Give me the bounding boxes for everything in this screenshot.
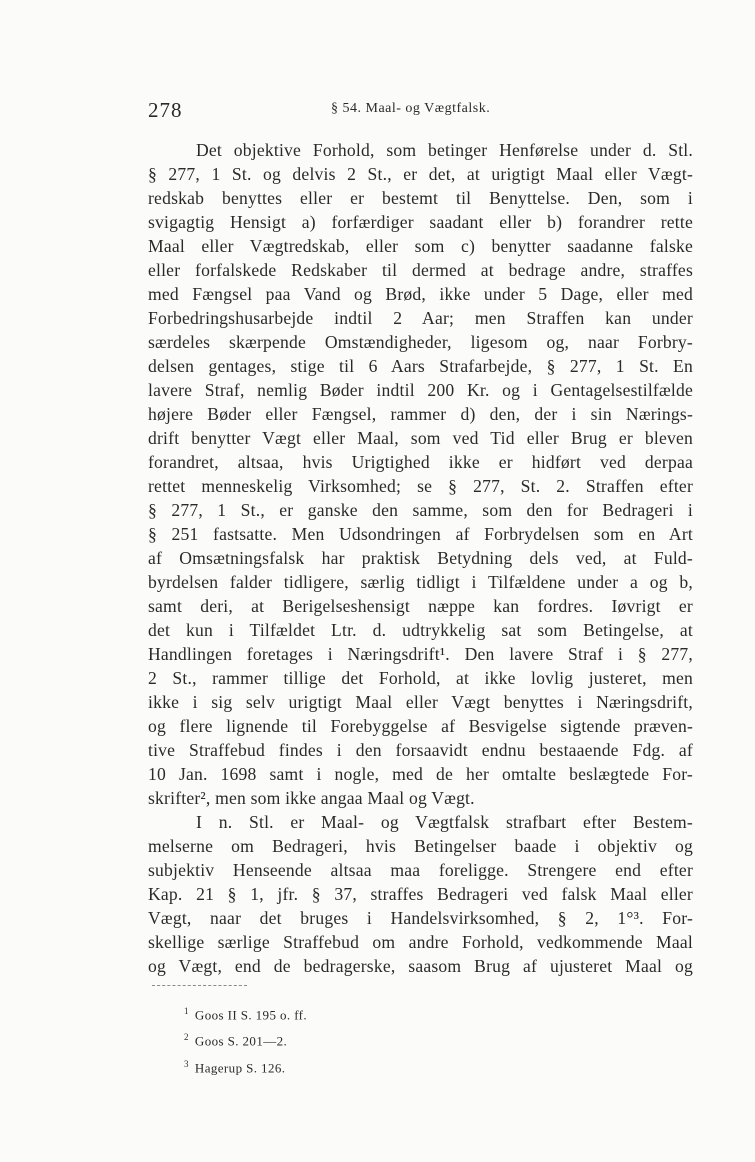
text-line: skellige særlige Straffebud om andre Forhold, vedkommende Maal (148, 932, 693, 952)
footnote (184, 1026, 307, 1052)
text-line: Det objektive Forhold, som betinger Henførelse under d. Stl. (196, 140, 693, 160)
text-line: melserne om Bedrageri, hvis Betingelser baade i objektiv og (148, 836, 693, 856)
text-line: Kap. 21 § 1, jfr. § 37, straffes Bedrageri ved falsk Maal eller (148, 884, 693, 904)
footnote (184, 1000, 307, 1026)
footnote-divider (152, 985, 247, 986)
text-line: med Fængsel paa Vand og Brød, ikke under 5 Dage, eller med (148, 284, 693, 304)
footnote-text: Hagerup S. 126. (194, 1059, 286, 1075)
text-line: og Vægt, end de bedragerske, saasom Brug af ujusteret Maal og (148, 956, 693, 976)
text-line: byrdelsen falder tidligere, særlig tidligt i Tilfældene under a og b, (148, 572, 693, 592)
text-line: Maal eller Vægtredskab, eller som c) benytter saadanne falske (148, 236, 693, 256)
text-line: ikke i sig selv urigtigt Maal eller Vægt benyttes i Næringsdrift, (148, 692, 693, 712)
text-line: drift benytter Vægt eller Maal, som ved Tid eller Brug er bleven (148, 428, 693, 448)
text-line: højere Bøder eller Fængsel, rammer d) den, der i sin Nærings- (148, 404, 693, 424)
text-line: § 251 fastsatte. Men Udsondringen af Forbrydelsen som en Art (148, 524, 693, 544)
page-number: 278 (148, 98, 183, 122)
text-line: delsen gentages, stige til 6 Aars Strafarbejde, § 277, 1 St. En (148, 356, 693, 376)
text-line: redskab benyttes eller er bestemt til Benyttelse. Den, som i (148, 188, 693, 208)
text-line: og flere lignende til Forebyggelse af Besvigelse sigtende præven- (148, 716, 693, 736)
text-line: samt deri, at Berigelseshensigt næppe kan fordres. Iøvrigt er (148, 596, 693, 616)
text-line: eller forfalskede Redskaber til dermed at bedrage andre, straffes (148, 260, 693, 280)
text-line: § 277, 1 St., er ganske den samme, som den for Bedrageri i (148, 500, 693, 520)
footnote-mark: 3 (184, 1058, 189, 1069)
running-head: § 54. Maal- og Vægtfalsk. (331, 101, 491, 116)
text-line: af Omsætningsfalsk har praktisk Betydning dels ved, at Fuld- (148, 548, 693, 568)
footnote-text: Goos S. 201—2. (194, 1033, 288, 1049)
text-line: rettet menneskelig Virksomhed; se § 277, St. 2. Straffen efter (148, 476, 693, 496)
text-line: § 277, 1 St. og delvis 2 St., er det, at urigtigt Maal eller Vægt- (148, 164, 693, 184)
text-line: Vægt, naar det bruges i Handelsvirksomhed, § 2, 1°³. For- (148, 908, 693, 928)
text-line: særdeles skærpende Omstændigheder, ligesom og, naar Forbry- (148, 332, 693, 352)
text-line: tive Straffebud findes i den forsaavidt endnu bestaaende Fdg. af (148, 740, 693, 760)
text-line: Forbedringshusarbejde indtil 2 Aar; men Straffen kan under (148, 308, 693, 328)
text-line: subjektiv Henseende altsaa maa foreligge. Strengere end efter (148, 860, 693, 880)
text-line: skrifter², men som ikke angaa Maal og Vægt. (148, 788, 475, 808)
footnote (184, 1053, 307, 1079)
footnote-mark: 2 (184, 1032, 189, 1043)
text-line: det kun i Tilfældet Ltr. d. udtrykkelig sat som Betingelse, at (148, 620, 693, 640)
footnotes (184, 1000, 307, 1079)
text-line: I n. Stl. er Maal- og Vægtfalsk strafbart efter Bestem- (196, 812, 693, 832)
text-line: lavere Straf, nemlig Bøder indtil 200 Kr. og i Gentagelsestilfælde (148, 380, 693, 400)
text-line: svigagtig Hensigt a) forfærdiger saadant eller b) forandrer rette (148, 212, 693, 232)
text-line: 2 St., rammer tillige det Forhold, at ikke lovlig justeret, men (148, 668, 693, 688)
text-line: Handlingen foretages i Næringsdrift¹. Den lavere Straf i § 277, (148, 644, 693, 664)
body-text (148, 138, 693, 978)
footnote-mark: 1 (184, 1006, 189, 1016)
text-line: 10 Jan. 1698 samt i nogle, med de her omtalte beslægtede For- (148, 764, 693, 784)
page-header (148, 98, 693, 122)
footnote-text: Goos II S. 195 o. ff. (194, 1007, 308, 1023)
text-line: forandret, altsaa, hvis Urigtighed ikke er hidført ved derpaa (148, 452, 693, 472)
